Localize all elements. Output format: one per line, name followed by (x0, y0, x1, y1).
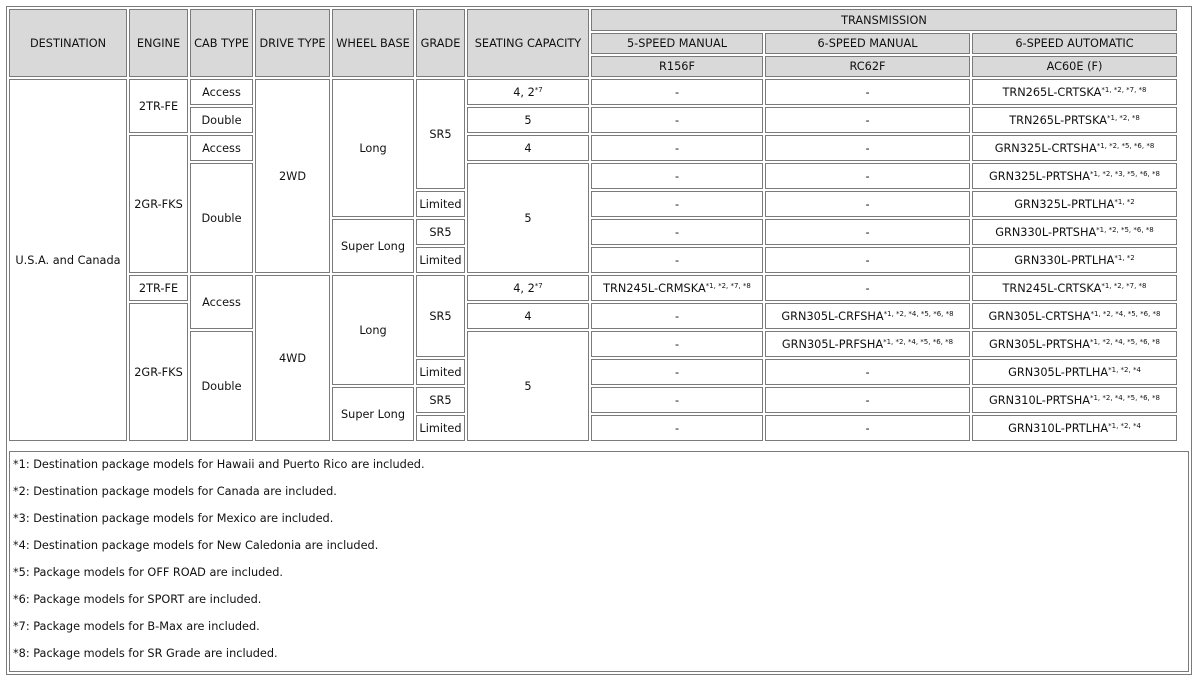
wheel-base-cell: Long (332, 275, 414, 385)
model-6at-cell (972, 331, 1177, 357)
model-5mt-cell: - (591, 359, 763, 385)
model-6mt-cell: - (765, 275, 970, 301)
model-notes: *1, *2 (1114, 253, 1135, 262)
model-6mt-cell: - (765, 107, 970, 133)
model-6at-cell (972, 191, 1177, 217)
model-code: GRN305L-PRTSHA (989, 337, 1090, 351)
footnote-5: *5: Package models for OFF ROAD are included. (13, 566, 284, 579)
seating-note: *7 (534, 281, 543, 290)
model-6mt-cell: - (765, 387, 970, 413)
model-5mt-cell: - (591, 163, 763, 189)
cab-type-cell: Double (190, 107, 253, 133)
seating-note: *7 (534, 85, 543, 94)
model-code: GRN310L-PRTLHA (1008, 421, 1109, 435)
drive-type-cell: 4WD (255, 275, 330, 441)
grade-cell: Limited (416, 247, 465, 273)
model-spec-table (7, 7, 1179, 443)
model-5mt-cell: - (591, 331, 763, 357)
cab-type-cell: Access (190, 135, 253, 161)
engine-cell: 2GR-FKS (129, 135, 188, 273)
model-notes: *1, *2, *7, *8 (1101, 281, 1147, 290)
header-5-speed-manual: 5-SPEED MANUAL (591, 33, 763, 54)
footnote-4: *4: Destination package models for New Caledonia are included. (13, 539, 379, 552)
footnote-1: *1: Destination package models for Hawaii and Puerto Rico are included. (13, 458, 425, 471)
header-code-rc62f: RC62F (765, 56, 970, 77)
wheel-base-cell: Super Long (332, 219, 414, 273)
destination-cell: U.S.A. and Canada (9, 79, 127, 441)
footnote-2: *2: Destination package models for Canada are included. (13, 485, 337, 498)
model-6at-cell (972, 387, 1177, 413)
model-6at-cell (972, 107, 1177, 133)
header-destination: DESTINATION (9, 9, 127, 77)
header-grade: GRADE (416, 9, 465, 77)
model-notes: *1, *2, *4, *5, *6, *8 (1089, 337, 1160, 346)
seating-value: 4, 2 (513, 281, 535, 295)
footnote-3: *3: Destination package models for Mexico are included. (13, 512, 334, 525)
grade-cell: SR5 (416, 387, 465, 413)
grade-cell: SR5 (416, 79, 465, 189)
model-code: GRN330L-PRTLHA (1014, 253, 1115, 267)
model-6at-cell (972, 247, 1177, 273)
header-drive-type: DRIVE TYPE (255, 9, 330, 77)
model-6at-cell (972, 415, 1177, 441)
header-6-speed-manual: 6-SPEED MANUAL (765, 33, 970, 54)
engine-cell: 2GR-FKS (129, 303, 188, 441)
model-6at-cell (972, 135, 1177, 161)
model-6at-cell (972, 275, 1177, 301)
seating-cell: 4 (467, 303, 589, 329)
wheel-base-cell: Super Long (332, 387, 414, 441)
model-6mt-cell: - (765, 191, 970, 217)
header-cab-type: CAB TYPE (190, 9, 253, 77)
seating-cell: 5 (467, 331, 589, 441)
model-notes: *1, *2, *7, *8 (1101, 85, 1147, 94)
model-6at-cell (972, 163, 1177, 189)
model-code: GRN330L-PRTSHA (995, 225, 1097, 239)
cab-type-cell: Double (190, 331, 253, 441)
model-5mt-cell: - (591, 79, 763, 105)
model-notes: *1, *2, *4, *5, *6, *8 (1089, 393, 1160, 402)
model-notes: *1, *2, *5, *6, *8 (1096, 141, 1155, 150)
wheel-base-cell: Long (332, 79, 414, 217)
header-code-r156f: R156F (591, 56, 763, 77)
model-code: GRN310L-PRTSHA (989, 393, 1090, 407)
header-engine: ENGINE (129, 9, 188, 77)
model-code: TRN245L-CRMSKA (603, 281, 706, 295)
seating-cell: 5 (467, 163, 589, 273)
header-wheel-base: WHEEL BASE (332, 9, 414, 77)
model-6mt-cell: - (765, 79, 970, 105)
cab-type-cell: Access (190, 79, 253, 105)
model-code: TRN245L-CRTSKA (1002, 281, 1102, 295)
engine-cell: 2TR-FE (129, 275, 188, 301)
model-5mt-cell: - (591, 247, 763, 273)
model-6mt-cell (765, 331, 970, 357)
header-code-ac60e: AC60E (F) (972, 56, 1177, 77)
model-code: GRN305L-PRTLHA (1008, 365, 1109, 379)
grade-cell: Limited (416, 191, 465, 217)
seating-cell (467, 275, 589, 301)
seating-cell: 4 (467, 135, 589, 161)
grade-cell: SR5 (416, 219, 465, 245)
model-5mt-cell: - (591, 415, 763, 441)
drive-type-cell: 2WD (255, 79, 330, 273)
seating-cell (467, 79, 589, 105)
model-6at-cell (972, 359, 1177, 385)
model-notes: *1, *2, *4, *5, *6, *8 (883, 309, 954, 318)
model-notes: *1, *2, *4, *5, *6, *8 (1090, 309, 1161, 318)
model-6at-cell (972, 219, 1177, 245)
model-notes: *1, *2, *4 (1108, 421, 1141, 430)
model-5mt-cell: - (591, 387, 763, 413)
model-notes: *1, *2, *4, *5, *6, *8 (883, 337, 954, 346)
model-6mt-cell: - (765, 359, 970, 385)
cab-type-cell: Double (190, 163, 253, 273)
footnotes-box (9, 451, 1189, 672)
model-5mt-cell: - (591, 191, 763, 217)
header-6-speed-automatic: 6-SPEED AUTOMATIC (972, 33, 1177, 54)
model-code: GRN325L-PRTSHA (989, 169, 1090, 183)
footnote-7: *7: Package models for B-Max are included. (13, 620, 260, 633)
spec-table-container (6, 6, 1192, 675)
model-5mt-cell (591, 275, 763, 301)
seating-value: 4, 2 (513, 85, 535, 99)
header-transmission: TRANSMISSION (591, 9, 1177, 31)
header-seating-capacity: SEATING CAPACITY (467, 9, 589, 77)
model-notes: *1, *2, *8 (1107, 113, 1140, 122)
model-notes: *1, *2, *7, *8 (705, 281, 751, 290)
model-code: GRN305L-CRTSHA (988, 309, 1091, 323)
model-6at-cell (972, 79, 1177, 105)
seating-cell: 5 (467, 107, 589, 133)
footnote-8: *8: Package models for SR Grade are included. (13, 647, 278, 660)
model-code: GRN305L-PRFSHA (781, 337, 884, 351)
model-notes: *1, *2, *5, *6, *8 (1096, 225, 1154, 234)
model-5mt-cell: - (591, 135, 763, 161)
model-6mt-cell: - (765, 135, 970, 161)
model-code: TRN265L-CRTSKA (1002, 85, 1102, 99)
grade-cell: SR5 (416, 275, 465, 357)
model-6at-cell (972, 303, 1177, 329)
model-code: GRN305L-CRFSHA (781, 309, 884, 323)
model-6mt-cell: - (765, 247, 970, 273)
model-6mt-cell: - (765, 219, 970, 245)
model-code: TRN265L-PRTSKA (1009, 113, 1108, 127)
model-5mt-cell: - (591, 107, 763, 133)
model-notes: *1, *2, *4 (1108, 365, 1141, 374)
model-5mt-cell: - (591, 219, 763, 245)
footnote-6: *6: Package models for SPORT are included. (13, 593, 262, 606)
grade-cell: Limited (416, 359, 465, 385)
model-notes: *1, *2, *3, *5, *6, *8 (1089, 169, 1160, 178)
model-notes: *1, *2 (1114, 197, 1135, 206)
model-6mt-cell: - (765, 415, 970, 441)
cab-type-cell: Access (190, 275, 253, 329)
engine-cell: 2TR-FE (129, 79, 188, 133)
model-code: GRN325L-PRTLHA (1014, 197, 1115, 211)
model-code: GRN325L-CRTSHA (994, 141, 1097, 155)
model-5mt-cell: - (591, 303, 763, 329)
grade-cell: Limited (416, 415, 465, 441)
model-6mt-cell (765, 303, 970, 329)
model-6mt-cell: - (765, 163, 970, 189)
